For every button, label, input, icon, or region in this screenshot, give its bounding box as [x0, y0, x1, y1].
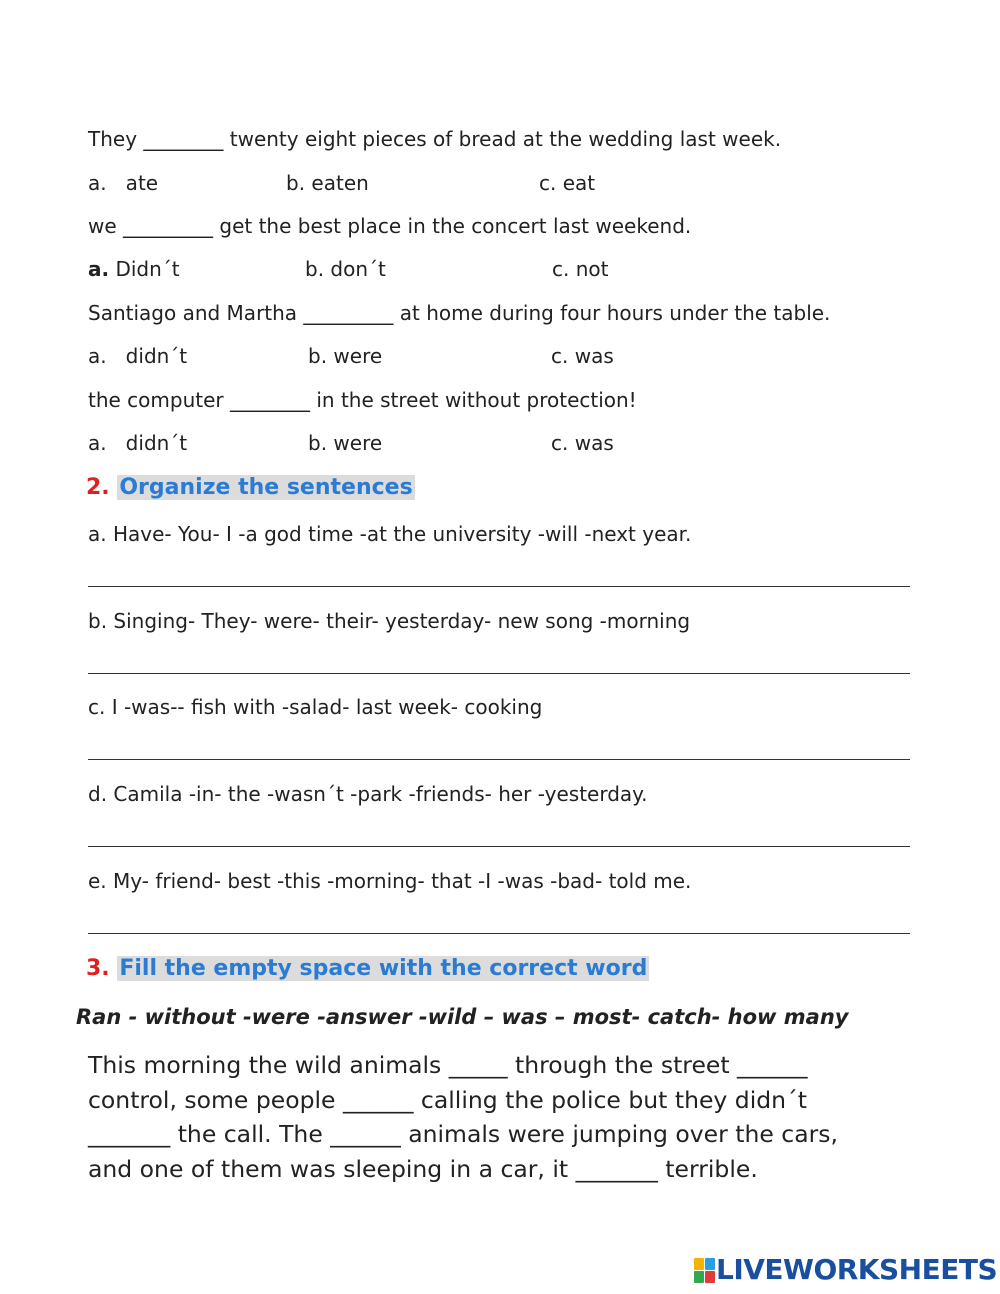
organize-item-e: e. My- friend- best -this -morning- that -I -was -bad- told me.: [88, 869, 692, 893]
question-3-sentence: Santiago and Martha _________ at home during four hours under the table.: [88, 301, 831, 325]
question-1-sentence: They ________ twenty eight pieces of bread at the wedding last week.: [88, 127, 782, 151]
answer-line-a[interactable]: [88, 586, 910, 587]
section-2-number: 2.: [86, 475, 110, 500]
paragraph-line-4: and one of them was sleeping in a car, it _______ terrible.: [88, 1155, 758, 1183]
answer-line-b[interactable]: [88, 673, 910, 674]
liveworksheets-logo: [694, 1253, 997, 1286]
question-3-option-b[interactable]: b. were: [308, 344, 383, 368]
section-3-title: Fill the empty space with the correct word: [119, 956, 648, 981]
paragraph-line-3: _______ the call. The ______ animals were jumping over the cars,: [88, 1120, 838, 1148]
section-3-number: 3.: [86, 956, 110, 981]
word-bank: Ran - without -were -answer -wild – was – most- catch- how many: [76, 1005, 849, 1029]
logo-blocks-icon: [694, 1258, 714, 1282]
answer-line-c[interactable]: [88, 759, 910, 760]
section-2-heading: [86, 473, 415, 503]
question-2-option-a[interactable]: [88, 257, 180, 281]
organize-item-c: c. I -was-- fish with -salad- last week- cooking: [88, 695, 543, 719]
question-3-option-a[interactable]: a. didn´t: [88, 344, 188, 368]
organize-item-d: d. Camila -in- the -wasn´t -park -friends- her -yesterday.: [88, 782, 648, 806]
logo-text: LIVEWORKSHEETS: [716, 1253, 998, 1286]
question-4-option-b[interactable]: b. were: [308, 431, 383, 455]
section-2-title: Organize the sentences: [119, 475, 413, 500]
paragraph-line-2: control, some people ______ calling the police but they didn´t: [88, 1086, 808, 1114]
question-1-option-c[interactable]: c. eat: [539, 171, 596, 195]
question-4-option-a[interactable]: a. didn´t: [88, 431, 188, 455]
question-1-option-b[interactable]: b. eaten: [286, 171, 369, 195]
question-4-sentence: the computer ________ in the street without protection!: [88, 388, 637, 412]
answer-line-e[interactable]: [88, 933, 910, 934]
question-1-option-a[interactable]: a. ate: [88, 171, 159, 195]
question-4-option-c[interactable]: c. was: [551, 431, 614, 455]
question-2-option-c[interactable]: c. not: [552, 257, 609, 281]
question-2-option-b[interactable]: b. don´t: [305, 257, 386, 281]
paragraph-line-1: This morning the wild animals _____ through the street ______: [88, 1051, 808, 1079]
question-2-sentence: we _________ get the best place in the concert last weekend.: [88, 214, 692, 238]
section-3-heading: [86, 954, 649, 984]
option-a-text: Didn´t: [109, 257, 180, 281]
organize-item-a: a. Have- You- I -a god time -at the university -will -next year.: [88, 522, 692, 546]
organize-item-b: b. Singing- They- were- their- yesterday- new song -morning: [88, 609, 691, 633]
answer-line-d[interactable]: [88, 846, 910, 847]
option-a-marker: a.: [88, 257, 110, 281]
question-3-option-c[interactable]: c. was: [551, 344, 614, 368]
